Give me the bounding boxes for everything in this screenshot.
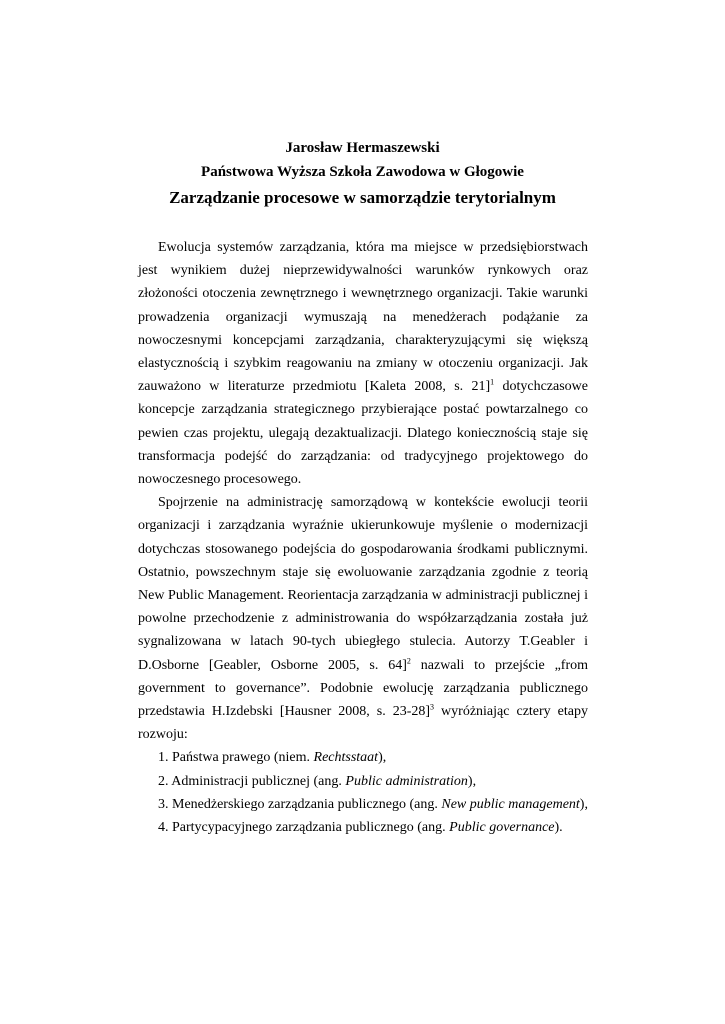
institution-name: Państwowa Wyższa Szkoła Zawodowa w Głogowie [201, 164, 524, 180]
footnote-ref-1: 1 [490, 377, 495, 387]
list-item-term: Public governance [449, 820, 555, 836]
document-body [138, 236, 588, 839]
document-title: Zarządzanie procesowe w samorządzie terytorialnym [169, 188, 556, 207]
stages-list [138, 746, 588, 839]
list-item-text: 3. Menedżerskiego zarządzania publicznego (ang. [158, 796, 442, 812]
list-item [138, 793, 588, 816]
paragraph-2 [138, 491, 588, 746]
list-item-text: 1. Państwa prawego (niem. [158, 750, 314, 766]
list-item-text: 4. Partycypacyjnego zarządzania publicznego (ang. [158, 820, 450, 836]
list-item-term: Public administration [345, 773, 468, 789]
list-item-suffix: ), [579, 796, 588, 812]
footnote-ref-2: 2 [406, 656, 411, 665]
paragraph-1-text-a: Ewolucja systemów zarządzania, która ma miejsce w przedsiębiorstwach jest wynikiem dużej nieprzewidywalności warunków rynkowych oraz złożoności otoczenia zewnętrznego i wewnętrznego organizacji. Takie warunki prowadzenia organizacji wymuszają na menedżerach podążanie za nowoczesnymi koncepcjami zarządzania, charakteryzującymi się większą elastycznością i szybkim reagowaniu na zmiany w otoczeniu organizacji. Jak zauważono w literaturze przedmiotu [Kaleta 2008, s. 21] [138, 240, 588, 395]
list-item-suffix: ), [467, 773, 477, 789]
list-item [138, 746, 588, 769]
list-item [138, 816, 588, 839]
list-item-suffix: ), [378, 750, 387, 766]
list-item [138, 770, 588, 793]
list-item-term: New public management [441, 796, 580, 812]
paragraph-1 [138, 236, 588, 491]
paragraph-1-text-b: dotychczasowe koncepcje zarządzania strategicznego przybierające postać powtarzalnego co pewien czas projektu, ulegają dezaktualizacji. Dlatego koniecznością staje się transformacja podejść do zarządzania: od tradycyjnego projektowego do nowoczesnego procesowego. [138, 379, 588, 488]
list-item-text: 2. Administracji publicznej (ang. [158, 773, 346, 789]
paragraph-2-text-b: nazwali to przejście „from government to governance”. Podobnie ewolucję zarządzania publicznego przedstawia H.Izdebski [Hausner 2008, s. 23-28] [138, 657, 588, 720]
paragraph-2-text-a: Spojrzenie na administrację samorządową w kontekście ewolucji teorii organizacji i zarządzania wyraźnie ukierunkowuje myślenie o modernizacji dotychczas stosowanego podejścia do gospodarowania środkami publicznymi. Ostatnio, powszechnym staje się ewoluowanie zarządzania zgodnie z teorią New Public Management. Reorientacja zarządzania w administracji publicznej i powolne przechodzenie z administrowania do współzarządzania została już sygnalizowana w latach 90-tych ubiegłego stulecia. Autorzy T.Geabler i D.Osborne [Geabler, Osborne 2005, s. 64] [138, 495, 588, 673]
list-item-term: Rechtsstaat [313, 750, 379, 766]
list-item-suffix: ). [554, 820, 563, 836]
paragraph-2-text-c: wyróżniając cztery etapy rozwoju: [138, 704, 588, 743]
author-name: Jarosław Hermaszewski [285, 140, 440, 156]
footnote-ref-3: 3 [430, 702, 435, 712]
